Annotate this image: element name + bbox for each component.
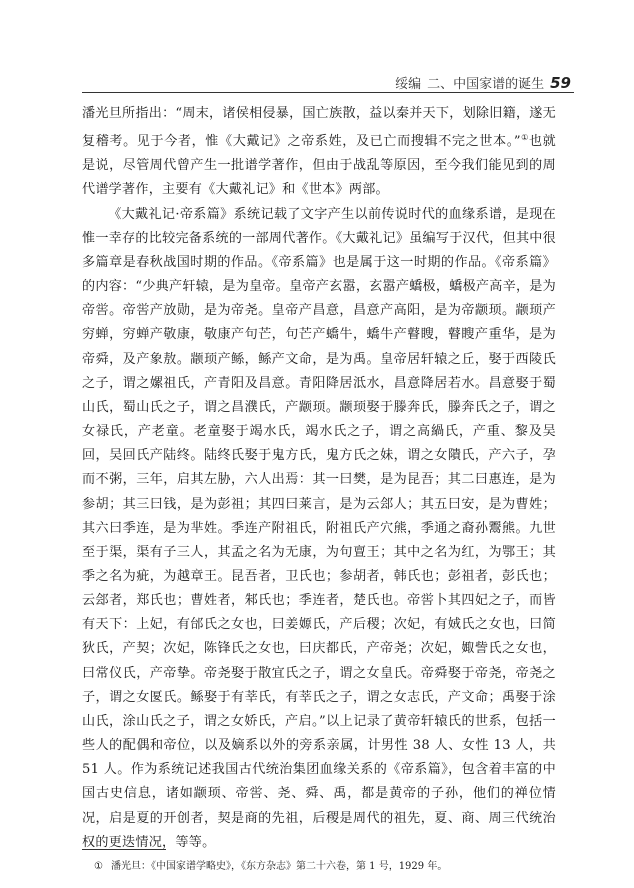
footnote-rule [82,849,166,850]
body-text [82,102,556,855]
footnote-mark: ① [94,861,103,872]
paragraph-1-text-after: 也就是说，尽管周代曾产生一批谱学著作，但由于战乱等原因，至今我们能见到的周代谱学著作，主要有《大戴礼记》和《世本》两部。 [82,134,556,198]
header-chapter: 二、中国家谱的诞生 [427,77,545,92]
footnote-text: 潘光旦：《中国家谱学略史》，《东方杂志》第二十六卷，第 1 号，1929 年。 [110,861,448,872]
footnote [82,860,556,874]
header-rule [82,92,574,93]
paragraph-1-text-before: 潘光旦所指出：“周末，诸侯相侵暴，国亡族散，益以秦并天下，划除旧籍，遂无复稽考。见于今者，惟《大戴记》之帝系姓，及已亡而搜辑不完之世本。” [82,106,556,150]
running-header [395,73,571,92]
header-section: 绥编 [395,77,422,92]
paragraph-1 [82,102,556,203]
paragraph-2-text: 《大戴礼记·帝系篇》系统记载了文字产生以前传说时代的血缘系谱，是现在惟一幸存的比较完备系统的一部周代著作。《大戴礼记》虽编写于汉代，但其中很多篇章是春秋战国时期的作品。《帝系篇》也是属于这一时期的作品。《帝系篇》的内容：“少典产轩辕，是为皇帝。皇帝产玄嚣，玄嚣产蟜极，蟜极产高辛，是为帝喾。帝喾产放勋，是为帝尧。皇帝产昌意，昌意产高阳，是为帝颛顼。颛顼产穷蝉，穷蝉产敬康，敬康产句芒，句芒产蟜牛，蟜牛产瞽瞍，瞽瞍产重华，是为帝舜，及产象敖。颛顼产鲧，鲧产文命，是为禹。皇帝居轩辕之丘，娶于西陵氏之子，谓之嫘祖氏，产青阳及昌意。青阳降居泜水，昌意降居若水。昌意娶于蜀山氏，蜀山氏之子，谓之昌濮氏，产颛顼。颛顼娶于滕奔氏，滕奔氏之子，谓之女禄氏，产老童。老童娶于竭水氏，竭水氏之子，谓之高緺氏，产重、黎及吴回，吴回氏产陆终。陆终氏娶于鬼方氏，鬼方氏之妹，谓之女隤氏，产六子，孕而不粥，三年，启其左胁，六人出焉：其一曰樊，是为昆吾；其二曰惠连，是为参胡；其三曰钱，是为彭祖；其四曰莱言，是为云郐人；其五曰安，是为曹姓；其六曰季连，是为芈姓。季连产附祖氏，附祖氏产穴熊，季通之裔孙鬻熊。九世至于渠，渠有子三人，其孟之名为无康，为句亶王；其中之名为红，为鄂王；其季之名为疵，为越章王。昆吾者，卫氏也；参胡者，韩氏也；彭祖者，彭氏也；云郐者，郑氏也；曹姓者，邾氏也；季连者，楚氏也。帝喾卜其四妃之子，而皆有天下：上妃，有邰氏之女也，曰姜嫄氏，产后稷；次妃，有娀氏之女也，曰简狄氏，产契；次妃，陈锋氏之女也，曰庆都氏，产帝尧；次妃，娵訾氏之女也，曰常仪氏，产帝挚。帝尧娶于散宜氏之子，谓之女皇氏。帝舜娶于帝尧，帝尧之子，谓之女匽氏。鲧娶于有莘氏，有莘氏之子，谓之女志氏，产文命；禹娶于涂山氏，涂山氏之子，谓之女娇氏，产启。”以上记录了黄帝轩辕氏的世系，包括一些人的配偶和帝位，以及嫡系以外的旁系亲属，计男性 38 人、女性 13 人，共 51 人。作为系统记述我国古代统治集团血缘关系的《帝系篇》，包含着丰富的中国古史信息，诸如颛顼、帝喾、尧、舜、禹，都是黄帝的子孙，他们的禅位情况，启是夏的开创者，契是商的先祖，后稷是周代的祖先，夏、商、周三代统治权的更迭情况，等等。 [82,206,556,850]
footnote-reference[interactable]: ① [520,133,529,143]
paragraph-2 [82,203,556,855]
page-number: 59 [550,74,571,92]
